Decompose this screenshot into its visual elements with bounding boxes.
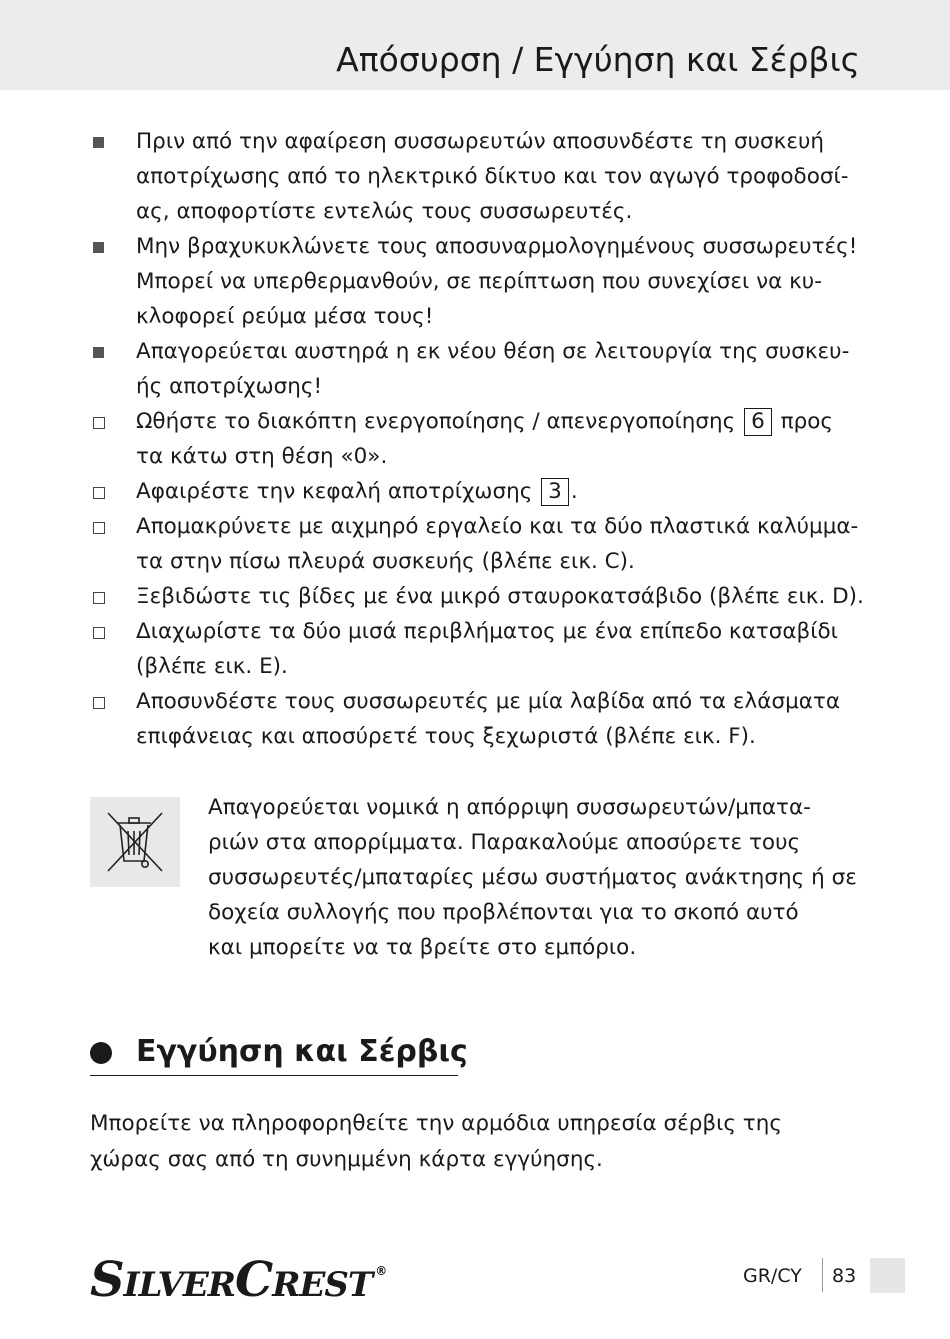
item-line: ής αποτρίχωσης! <box>136 374 323 399</box>
filled-square-bullet-icon <box>92 334 106 369</box>
language-code: GR/CY <box>743 1265 802 1287</box>
item-line: τα κάτω στη θέση «0». <box>136 444 388 469</box>
bullet-dot-icon <box>90 1042 112 1064</box>
item-line: Πριν από την αφαίρεση συσσωρευτών αποσυνδέστε τη συσκευή <box>136 129 825 154</box>
notice-line: ριών στα απορρίμματα. Παρακαλούμε αποσύρετε τους <box>208 830 801 855</box>
item-line: Διαχωρίστε τα δύο μισά περιβλήματος με ένα επίπεδο κατσαβίδι <box>136 619 838 644</box>
item-line: κλοφορεί ρεύμα μέσα τους! <box>136 304 434 329</box>
item-line: Απομακρύνετε με αιχμηρό εργαλείο και τα δύο πλαστικά καλύμμα- <box>136 514 859 539</box>
list-item <box>90 579 880 614</box>
item-line: Ξεβιδώστε τις βίδες με ένα μικρό σταυροκατσάβιδο (βλέπε εικ. D). <box>136 584 864 609</box>
checkbox-bullet-icon <box>92 404 106 439</box>
item-line: Απαγορεύεται αυστηρά η εκ νέου θέση σε λειτουργία της συσκευ- <box>136 339 850 364</box>
checkbox-bullet-icon <box>92 684 106 719</box>
filled-square-bullet-icon <box>92 229 106 264</box>
list-item <box>90 229 880 334</box>
notice-line: και μπορείτε να τα βρείτε στο εμπόριο. <box>208 935 637 960</box>
checkbox-bullet-icon <box>92 474 106 509</box>
silvercrest-logo: SILVERCREST ® <box>90 1252 387 1308</box>
item-line: επιφάνειας και αποσύρετέ τους ξεχωριστά (βλέπε εικ. F). <box>136 724 756 749</box>
item-text: Αφαιρέστε την κεφαλή αποτρίχωσης <box>136 479 540 504</box>
list-item <box>90 474 880 509</box>
disposal-notice <box>208 790 868 965</box>
list-item <box>90 124 880 229</box>
page-number: 83 <box>832 1265 857 1287</box>
list-item <box>90 684 880 754</box>
item-line: Αποσυνδέστε τους συσσωρευτές με μία λαβίδα από τα ελάσματα <box>136 689 841 714</box>
page-tab-marker <box>870 1258 905 1293</box>
item-line: αποτρίχωσης από το ηλεκτρικό δίκτυο και τον αγωγό τροφοδοσί- <box>136 164 849 189</box>
item-line <box>136 404 880 439</box>
part-reference-box: 6 <box>744 408 772 436</box>
paragraph-line: χώρας σας από τη συνημμένη κάρτα εγγύησης. <box>90 1147 603 1172</box>
page-title: Απόσυρση / Εγγύηση και Σέρβις <box>336 40 860 79</box>
item-line: τα στην πίσω πλευρά συσκευής (βλέπε εικ. C). <box>136 549 635 574</box>
footer-divider <box>822 1258 823 1292</box>
crossed-out-wheeled-bin-icon <box>90 797 180 887</box>
paragraph-line: Μπορείτε να πληροφορηθείτε την αρμόδια υπηρεσία σέρβις της <box>90 1111 782 1136</box>
item-line: Μην βραχυκυκλώνετε τους αποσυναρμολογημένους συσσωρευτές! <box>136 234 858 259</box>
checkbox-bullet-icon <box>92 614 106 649</box>
notice-line: συσσωρευτές/μπαταρίες μέσω συστήματος ανάκτησης ή σε <box>208 865 857 890</box>
item-line: Μπορεί να υπερθερμανθούν, σε περίπτωση που συνεχίσει να κυ- <box>136 269 822 294</box>
list-item <box>90 404 880 474</box>
list-item <box>90 509 880 579</box>
list-item <box>90 334 880 404</box>
item-text: . <box>570 479 578 504</box>
item-text: προς <box>773 409 833 434</box>
checkbox-bullet-icon <box>92 579 106 614</box>
item-line <box>136 474 880 509</box>
section-heading <box>90 1030 468 1076</box>
item-text: Ωθήστε το διακόπτη ενεργοποίησης / απενεργοποίησης <box>136 409 743 434</box>
filled-square-bullet-icon <box>92 124 106 159</box>
list-item <box>90 614 880 684</box>
notice-line: Απαγορεύεται νομικά η απόρριψη συσσωρευτών/μπατα- <box>208 795 811 820</box>
notice-line: δοχεία συλλογής που προβλέπονται για το σκοπό αυτό <box>208 900 799 925</box>
checkbox-bullet-icon <box>92 509 106 544</box>
service-paragraph <box>90 1106 880 1178</box>
part-reference-box: 3 <box>541 478 569 506</box>
item-line: (βλέπε εικ. E). <box>136 654 288 679</box>
item-line: ας, αποφορτίστε εντελώς τους συσσωρευτές. <box>136 199 633 224</box>
section-title: Εγγύηση και Σέρβις <box>136 1034 468 1069</box>
instructions-list <box>90 124 880 754</box>
